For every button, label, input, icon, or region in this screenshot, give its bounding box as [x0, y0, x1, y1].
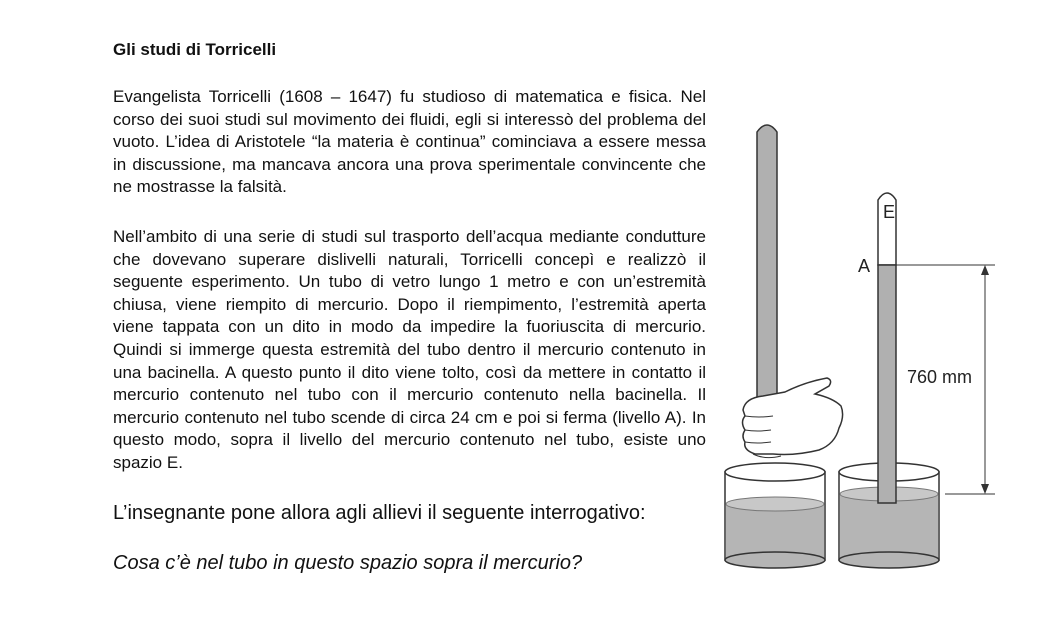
paragraph-intro: Evangelista Torricelli (1608 – 1647) fu studioso di matematica e fisica. Nel corso dei suoi studi sul movimento dei fluidi, egli si interessò del problema del vuoto. L’idea di Aristotele “la materia è continua” cominciava a essere messa in discussione, ma mancava ancora una prova sperimentale convincente che ne mostrasse la falsità. [113, 87, 706, 197]
right-tube [878, 193, 896, 503]
label-e: E [883, 202, 896, 222]
torricelli-figure [715, 110, 1015, 570]
question-text: Cosa c’è nel tubo in questo spazio sopra il mercurio? [113, 552, 583, 574]
left-basin [725, 463, 825, 568]
measure-label: 760 mm [907, 367, 973, 387]
question-intro: L’insegnante pone allora agli allievi il seguente interrogativo: [113, 502, 646, 524]
page-title: Gli studi di Torricelli [113, 40, 277, 59]
label-a: A [858, 256, 871, 276]
paragraph-experiment: Nell’ambito di una serie di studi sul trasporto dell’acqua mediante condutture che dovevano superare dislivelli naturali, Torricelli concepì e realizzò il seguente esperimento. Un tubo di vetro lungo 1 metro e con un’estremità chiusa, viene riempito di mercurio. Dopo il riempimento, l’estremità aperta viene tappata con un dito in modo da impedire la fuoriuscita di mercurio. Quindi si immerge questa estremità del tubo dentro il mercurio contenuto in una bacinella. A questo punto il dito viene tolto, così da mettere in contatto il mercurio contenuto nel tubo con il mercurio contenuto nella bacinella. Il mercurio contenuto nel tubo scende di circa 24 cm e poi si ferma (livello A). In questo modo, sopra il livello del mercurio contenuto nel tubo, esiste uno spazio E. [113, 227, 706, 472]
